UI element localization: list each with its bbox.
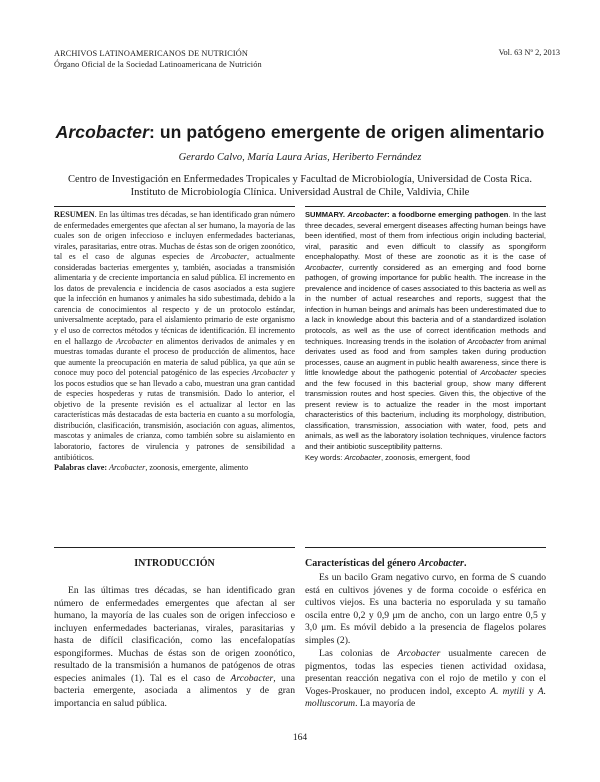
introduccion-paragraph: En las últimas tres décadas, se han identificado gran número de enfermedades emergentes que afectan al ser humano, la mayoría de las cuales son de origen infeccioso e incluyen enfermedades bacterianas, virales, parasitarias y hasta de difícil clasificación, como las encefalopatías espongiformes. Muchas de éstas son de origen zoonótico, resultado de la transmisión a humanos de patógenos de otras especies animales (1). Tal es el caso de Arcobacter, una bacteria emergente, asociada a alimentos y de gran importancia en salud pública. [54,585,295,709]
introduccion-heading: INTRODUCCIÓN [134,558,215,569]
article-title [0,122,600,143]
affiliation-1: Centro de Investigación en Enfermedades Tropicales y Facultad de Microbiología, Universidad de Costa Rica. [68,174,532,185]
summary-label: SUMMARY. Arcobacter: a foodborne emerging pathogen [305,210,509,219]
resumen-keywords: Palabras clave: Arcobacter, zoonosis, emergente, alimento [54,463,249,473]
affiliation-2: Instituto de Microbiología Clínica. Universidad Austral de Chile, Valdivia, Chile [130,187,470,198]
resumen-abstract [54,210,295,474]
journal-organ: Órgano Oficial de la Sociedad Latinoamericana de Nutrición [54,60,262,69]
caracteristicas-heading: Características del género Arcobacter. [305,558,467,569]
page-number: 164 [292,733,308,743]
summary-body: SUMMARY. Arcobacter: a foodborne emerging pathogen. In the last three decades, several emergent diseases affecting human beings have been identified, most of them from infectious origin including bacterial, viral, parasitic and even difficult to classify as spongiform encephalopathy. Most of these are zoonotic as it is the case of Arcobacter, currently considered as an emerging and food borne pathogen, of growing importance for public health. The increase in the prevalence and incidence of cases associated to this bacteria as well as in the number of actual researches and reports, suggest that the infection in human beings and animals has been underestimated due to a lack in knowledge about this bacteria and of a standardized isolation protocols, as well as the use of correct identification methods and techniques. Increasing trends in the isolation of Arcobacter from animal derivates used as food and from samples taken during production processes, cause an augment in public health awareness, since there is little knowledge about the pathogenic potential of Arcobacter species and the few focused in this bacterial group, show many different transmission routes and host species. Given this, the objective of the present review is to actualize the reader in the most important characteristics of this bacterium, including its morphology, distribution, classification, transmission, association with water, food, pets and animals, as well as the laboratory isolation techniques, virulence factors and their antibiotic susceptibility patterns. [305,210,546,452]
title-rest: : un patógeno emergente de origen alimentario [149,122,545,142]
caracteristicas-paragraph-2: Las colonias de Arcobacter usualmente carecen de pigmentos, todas las especies tienen actividad oxidasa, presentan reacción negativa con el rojo de metilo y con el Voges-Proskauer, no producen indol, excepto A. mytili y A. molluscorum. La mayoría de [305,648,546,709]
authors: Gerardo Calvo, María Laura Arias, Heriberto Fernández [178,152,422,163]
divider-bottom-left [54,547,295,548]
journal-header [54,48,262,70]
divider-bottom-right [305,547,546,548]
affiliations [0,173,600,199]
title-genus: Arcobacter [55,122,149,142]
journal-name: ARCHIVOS LATINOAMERICANOS DE NUTRICIÓN [54,49,248,58]
caracteristicas-section [305,572,546,711]
caracteristicas-paragraph-1: Es un bacilo Gram negativo curvo, en forma de S cuando está en cultivos jóvenes y de forma cocoide o esférica en cultivos viejos. Es una bacteria no esporulada y su tamaño oscila entre 0,2 y 0,9 μm de ancho, con un largo entre 0,5 y 3,0 μm. Es móvil debido a la presencia de flagelos polares simples (2). [305,572,546,646]
resumen-label: RESUMEN [54,210,95,219]
summary-abstract [305,210,546,463]
introduccion-section [54,585,295,710]
summary-keywords: Key words: Arcobacter, zoonosis, emergent, food [305,452,470,462]
divider-top-right [305,206,546,207]
resumen-body: RESUMEN. En las últimas tres décadas, se han identificado gran número de enfermedades emergentes que afectan al ser humano, la mayoría de las cuales son de origen infeccioso e incluyen enfermedades bacterianas, virales, parasitarias, entre otras. Muchas de éstas son de origen zoonótico, tal es el caso de algunas especies de Arcobacter, actualmente consideradas bacterias emergentes y, también, asociadas a transmisión alimentaria y de creciente importancia en salud pública. El incremento en los datos de prevalencia e incidencia de casos asociados a esta sugiere que la infección en humanos y animales ha sido subestimada, debido a la carencia de conocimientos al respecto y de un protocolo estándar, universalmente aceptado, para el aislamiento primario de este organismo y el uso de correctos métodos y técnicas de identificación. El incremento en el hallazgo de Arcobacter en alimentos derivados de animales y en muestras tomadas durante el proceso de producción de alimentos, hace que aumente la preocupación en materia de salud pública, ya que aún se conoce muy poco del potencial patogénico de las especies Arcobacter y los pocos estudios que se han llevado a cabo, muestran una gran cantidad de especies hospederas y rutas de transmisión. Dado lo anterior, el objetivo de la presente revisión es el actualizar al lector en las características más destacadas de esta bacteria en cuanto a su morfología, distribución, clasificación, transmisión, asociación con aguas, alimentos, mascotas y animales de crianza, como también sobre su aislamiento en laboratorio, factores de virulencia y patrones de sensibilidad a antibióticos. [54,210,296,462]
divider-top-left [54,206,295,207]
volume-info: Vol. 63 Nº 2, 2013 [498,48,560,57]
